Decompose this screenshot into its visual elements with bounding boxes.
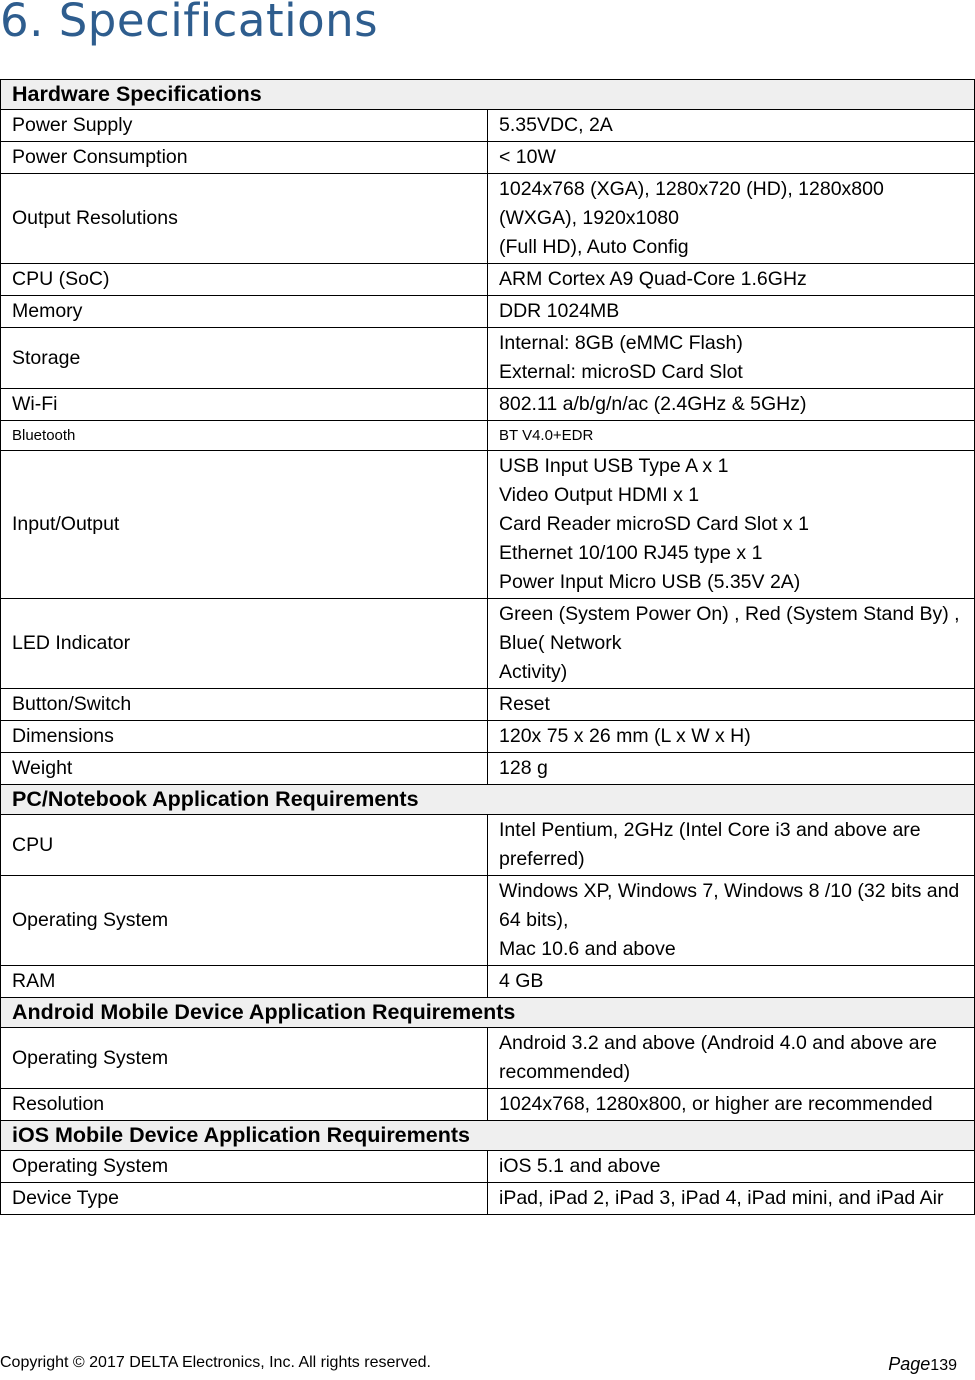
spec-value-line: USB Input USB Type A x 1 — [499, 455, 729, 477]
section-header-row — [1, 80, 975, 110]
spec-value-line: iPad, iPad 2, iPad 3, iPad 4, iPad mini, and iPad Air — [499, 1187, 944, 1209]
section-header-row — [1, 1121, 975, 1151]
spec-label: Power Consumption — [1, 142, 488, 174]
spec-value — [488, 753, 975, 785]
spec-label: Operating System — [1, 1151, 488, 1183]
spec-label: CPU (SoC) — [1, 264, 488, 296]
spec-row — [1, 1089, 975, 1121]
spec-value — [488, 1151, 975, 1183]
spec-row — [1, 599, 975, 689]
spec-value — [488, 451, 975, 599]
spec-row — [1, 1183, 975, 1215]
spec-value-line: BT V4.0+EDR — [499, 427, 594, 444]
spec-value — [488, 1183, 975, 1215]
spec-value-line: Intel Pentium, 2GHz (Intel Core i3 and above are preferred) — [499, 819, 921, 870]
spec-value — [488, 815, 975, 876]
section-heading: Android Mobile Device Application Requirements — [1, 998, 975, 1028]
copyright-text: Copyright © 2017 DELTA Electronics, Inc. All rights reserved. — [0, 1354, 431, 1371]
spec-value-line: 802.11 a/b/g/n/ac (2.4GHz & 5GHz) — [499, 393, 807, 415]
spec-label: Operating System — [1, 876, 488, 966]
spec-label: CPU — [1, 815, 488, 876]
spec-label: Weight — [1, 753, 488, 785]
spec-label: Operating System — [1, 1028, 488, 1089]
specifications-table — [0, 79, 975, 1215]
spec-value — [488, 328, 975, 389]
spec-value-line: Green (System Power On) , Red (System Stand By) , Blue( Network — [499, 603, 960, 654]
spec-row — [1, 110, 975, 142]
spec-value-line: 120x 75 x 26 mm (L x W x H) — [499, 725, 751, 747]
spec-value-line: < 10W — [499, 146, 556, 168]
spec-label: Resolution — [1, 1089, 488, 1121]
spec-value — [488, 174, 975, 264]
spec-value-line: recommended) — [499, 1061, 631, 1083]
spec-label: Bluetooth — [1, 421, 488, 451]
spec-value-line: Reset — [499, 693, 550, 715]
spec-row — [1, 689, 975, 721]
spec-value-line: iOS 5.1 and above — [499, 1155, 661, 1177]
spec-label: Button/Switch — [1, 689, 488, 721]
spec-label: RAM — [1, 966, 488, 998]
spec-value — [488, 1089, 975, 1121]
spec-value — [488, 1028, 975, 1089]
page-footer — [0, 1354, 957, 1375]
spec-value-line: 4 GB — [499, 970, 544, 992]
spec-value — [488, 966, 975, 998]
spec-label: Dimensions — [1, 721, 488, 753]
specifications-table-body — [1, 80, 975, 1215]
spec-value — [488, 264, 975, 296]
spec-row — [1, 966, 975, 998]
spec-value-line: Video Output HDMI x 1 — [499, 484, 700, 506]
spec-value-line: Activity) — [499, 661, 568, 683]
spec-row — [1, 421, 975, 451]
spec-value-line: Mac 10.6 and above — [499, 938, 676, 960]
page-number: 139 — [930, 1357, 957, 1374]
spec-row — [1, 174, 975, 264]
spec-value-line: Windows XP, Windows 7, Windows 8 /10 (32 bits and 64 bits), — [499, 880, 960, 931]
spec-value — [488, 142, 975, 174]
spec-label: Output Resolutions — [1, 174, 488, 264]
spec-value-line: External: microSD Card Slot — [499, 361, 743, 383]
spec-row — [1, 721, 975, 753]
spec-row — [1, 815, 975, 876]
spec-value — [488, 689, 975, 721]
spec-label: Device Type — [1, 1183, 488, 1215]
spec-row — [1, 264, 975, 296]
spec-row — [1, 389, 975, 421]
spec-value-line: (Full HD), Auto Config — [499, 236, 689, 258]
section-heading: iOS Mobile Device Application Requirements — [1, 1121, 975, 1151]
spec-value — [488, 110, 975, 142]
section-heading: PC/Notebook Application Requirements — [1, 785, 975, 815]
spec-label: Wi-Fi — [1, 389, 488, 421]
spec-value-line: Card Reader microSD Card Slot x 1 — [499, 513, 809, 535]
section-heading: Hardware Specifications — [1, 80, 975, 110]
spec-value-line: ARM Cortex A9 Quad-Core 1.6GHz — [499, 268, 807, 290]
section-header-row — [1, 785, 975, 815]
spec-value-line: 5.35VDC, 2A — [499, 114, 613, 136]
spec-row — [1, 451, 975, 599]
spec-row — [1, 296, 975, 328]
spec-row — [1, 142, 975, 174]
spec-label: Input/Output — [1, 451, 488, 599]
spec-row — [1, 876, 975, 966]
spec-value-line: DDR 1024MB — [499, 300, 620, 322]
spec-value — [488, 876, 975, 966]
spec-value — [488, 296, 975, 328]
spec-row — [1, 328, 975, 389]
spec-value — [488, 421, 975, 451]
spec-value-line: 1024x768 (XGA), 1280x720 (HD), 1280x800 (WXGA), 1920x1080 — [499, 178, 884, 229]
spec-value — [488, 389, 975, 421]
page-indicator — [888, 1354, 957, 1375]
spec-value-line: 1024x768, 1280x800, or higher are recommended — [499, 1093, 933, 1115]
spec-label: Power Supply — [1, 110, 488, 142]
page-label: Page — [888, 1354, 931, 1374]
spec-value — [488, 599, 975, 689]
spec-value-line: Internal: 8GB (eMMC Flash) — [499, 332, 743, 354]
spec-row — [1, 1151, 975, 1183]
spec-label: Memory — [1, 296, 488, 328]
page-title: 6. Specifications — [0, 0, 379, 47]
spec-value-line: 128 g — [499, 757, 548, 779]
spec-value-line: Power Input Micro USB (5.35V 2A) — [499, 571, 801, 593]
spec-row — [1, 1028, 975, 1089]
spec-row — [1, 753, 975, 785]
spec-value-line: Ethernet 10/100 RJ45 type x 1 — [499, 542, 763, 564]
spec-value-line: Android 3.2 and above (Android 4.0 and above are — [499, 1032, 937, 1054]
spec-label: Storage — [1, 328, 488, 389]
spec-value — [488, 721, 975, 753]
section-header-row — [1, 998, 975, 1028]
spec-label: LED Indicator — [1, 599, 488, 689]
